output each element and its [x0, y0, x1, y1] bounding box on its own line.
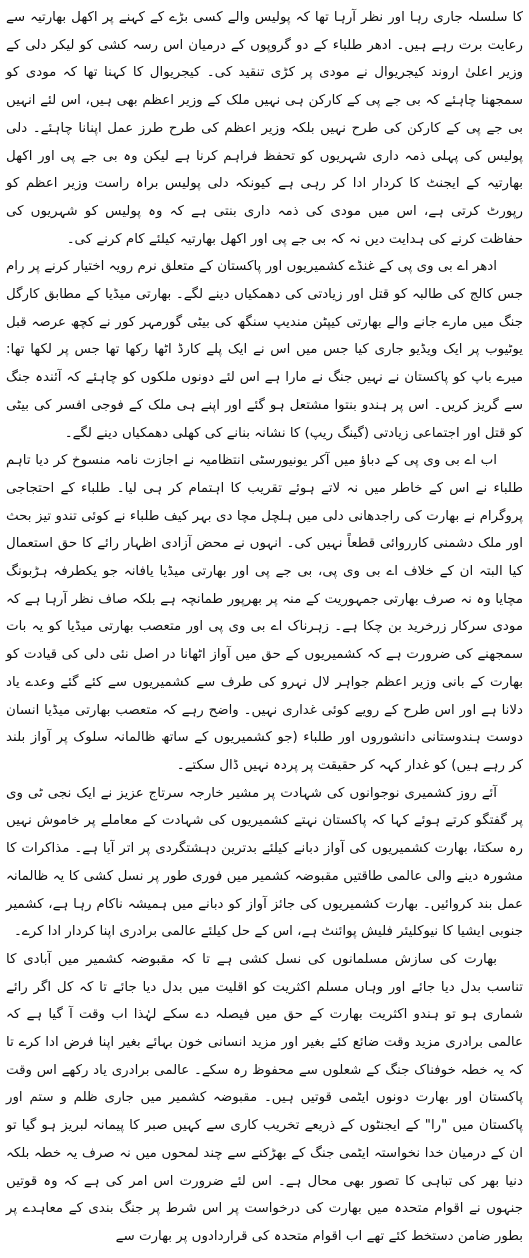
- article-paragraph-4: آئے روز کشمیری نوجوانوں کی شہادت پر مشیر خارجہ سرتاج عزیز نے ایک نجی ٹی وی پر گفتگو کرتے ہوئے کہا کہ پاکستان نہتے کشمیریوں کی شہادت کے معاملے پر خاموش نہیں رہ سکتا، بھارت کشمیریوں کی آواز دبانے کیلئے بدترین دہشتگردی پر اتر آیا ہے۔ مذاکرات کا مشورہ دینے والی عالمی طاقتیں مقبوضہ کشمیر میں فوری طور پر نسل کشی کا یہ ظالمانہ عمل بند کروائیں۔ بھارت کشمیریوں کی جائز آواز کو دبانے میں ہمیشہ ناکام رہا ہے، کشمیر جنوبی ایشیا کا نیوکلیئر فلیش پوائنٹ ہے، اس کے حل کیلئے عالمی برادری اپنا کردار ادا کرے۔: [6, 785, 523, 940]
- article-paragraph-3: اب اے بی وی پی کے دباؤ میں آکر یونیورسٹی انتظامیہ نے اجازت نامہ منسوخ کر دیا تاہم طلباء نے اس کے خاطر میں نہ لاتے ہوئے تقریب کا اہتمام کر ہی لیا۔ طلباء کے احتجاجی پروگرام نے بھارت کی راجدھانی دلی میں ہلچل مچا دی بہر کیف طلباء نے کوئی تندو تیز بحث اور ملک دشمنی کارروائی قطعاً نہیں کی۔ انہوں نے محض آزادی اظہار رائے کا حق استعمال کیا البتہ ان کے خلاف اے بی وی پی، بی جے پی اور بھارتی میڈیا یافانہ جو یکطرفہ ہڑبونگ مچایا وہ نہ صرف بھارتی جمہوریت کے منہ پر بھرپور طمانچہ ہے بلکہ صاف نظر آرہا ہے کہ مودی سرکار زرخرید بن چکا ہے۔ زہرناک اے بی وی پی اور متعصب بھارتی میڈیا کو یہ بات سمجھنے کی ضرورت ہے کہ کشمیریوں کے حق میں آواز اٹھانا در اصل نئی دلی کی قیادت کو بھارت کے بانی وزیر اعظم جواہر لال نہرو کی طرف سے کشمیریوں سے کئے گئے وعدے یاد دلانا ہے اور اس طرح کے رویے کوئی غداری نہیں۔ واضح رہے کہ متعصب بھارتی میڈیا انسان دوست ہندوستانی دانشوروں اور طلباء (جو کشمیریوں کے ساتھ ظالمانہ سلوک پر آواز بلند کر رہے ہیں) کو غدار کہہ کر حقیقت پر پردہ نہیں ڈال سکتے۔: [6, 453, 523, 773]
- urdu-article-body: [6, 4, 523, 1251]
- article-paragraph-2: ادھر اے بی وی پی کے غنڈے کشمیریوں اور پاکستان کے متعلق نرم رویہ اختیار کرنے پر رام جس کالج کی طالبہ کو قتل اور زیادتی کی دھمکیاں دینے لگے۔ بھارتی میڈیا کے مطابق کارگل جنگ میں مارے جانے والے بھارتی کیپٹن مندیپ سنگھ کی بیٹی گورمہر کور نے کچھ عرصہ قبل یوٹیوب پر ایک ویڈیو جاری کیا جس میں اس نے ایک پلے کارڈ اٹھا رکھا تھا جس پر لکھا تھا: میرے باپ کو پاکستان نے نہیں جنگ نے مارا ہے اس لئے دونوں ملکوں کو چاہئے کہ آئندہ جنگ سے گریز کریں۔ اس پر ہندو بنتوا مشتعل ہو گئے اور اپنے ہی ملک کے فوجی افسر کی بیٹی کو قتل اور اجتماعی زیادتی (گینگ ریپ) کا نشانہ بنانے کی کھلی دھمکیاں دینے لگے۔: [6, 259, 523, 441]
- article-paragraph-1: کا سلسلہ جاری رہا اور نظر آرہا تھا کہ پولیس والے کسی بڑے کے کہنے پر اکھل بھارتیہ سے رعایت برت رہے ہیں۔ ادھر طلباء کے دو گروپوں کے درمیان اس رسہ کشی کو لیکر دلی کے وزیر اعلیٰ اروند کیجریوال نے مودی پر کڑی تنقید کی۔ کیجریوال کا کہنا تھا کہ مودی کو سمجھنا چاہئے کہ بی جے پی کے کارکن ہی نہیں ملک کے وزیر اعظم بھی ہیں، اس لئے انہیں بی جے پی کے کارکن کی طرح نہیں بلکہ وزیر اعظم کی طرح طرز عمل اپنانا چاہئے۔ دلی پولیس کی پہلی ذمہ داری شہریوں کو تحفظ فراہم کرنا ہے لیکن وہ بی جے پی اور اکھل بھارتیہ کے ایجنٹ کا کردار ادا کر رہی ہے کیونکہ دلی پولیس براہ راست وزیر اعظم کو رپورٹ کرتی ہے، اس میں مودی کی ذمہ داری بنتی ہے کہ وہ پولیس کو شہریوں کی حفاظت کرنے کی ہدایت دیں نہ کہ بی جے پی اور اکھل بھارتیہ کیلئے کام کرنے کی۔: [6, 10, 523, 247]
- article-paragraph-5: بھارت کی سازش مسلمانوں کی نسل کشی ہے تا کہ مقبوضہ کشمیر میں آبادی کا تناسب بدل دیا جائے اور وہاں مسلم اکثریت کو اقلیت میں بدل دیا جائے تا کہ کل اگر رائے شماری ہو تو ہندو اکثریت بھارت کے حق میں فیصلہ دے سکے لہٰذا اب وقت آ گیا ہے کہ عالمی برادری مزید وقت ضائع کئے بغیر اور مزید انسانی خون بہائے بغیر اپنا فرض ادا کرے تا کہ یہ خطہ خوفناک جنگ کے شعلوں سے محفوظ رہ سکے۔ عالمی برادری یاد رکھے اس وقت پاکستان اور بھارت دونوں ایٹمی قوتیں ہیں۔ مقبوضہ کشمیر میں جاری ظلم و ستم اور پاکستان میں "را" کے ایجنٹوں کے ذریعے تخریب کاری سے کہیں صبر کا پیمانہ لبریز ہو گیا تو ان کے درمیان خدا نخواستہ ایٹمی جنگ کے بھڑکنے سے چند لمحوں میں نہ صرف یہ خطہ بلکہ دنیا بھر کی تباہی کا تصور بھی محال ہے۔ اس لئے ضرورت اس امر کی ہے کہ وہ قوتیں جنہوں نے اقوام متحدہ میں بھارت کی درخواست پر اس شرط پر جنگ بندی کے معاہدے پر بطور ضامن دستخط کئے تھے اب اقوام متحدہ کی قراردادوں پر بھارت سے: [6, 951, 523, 1244]
